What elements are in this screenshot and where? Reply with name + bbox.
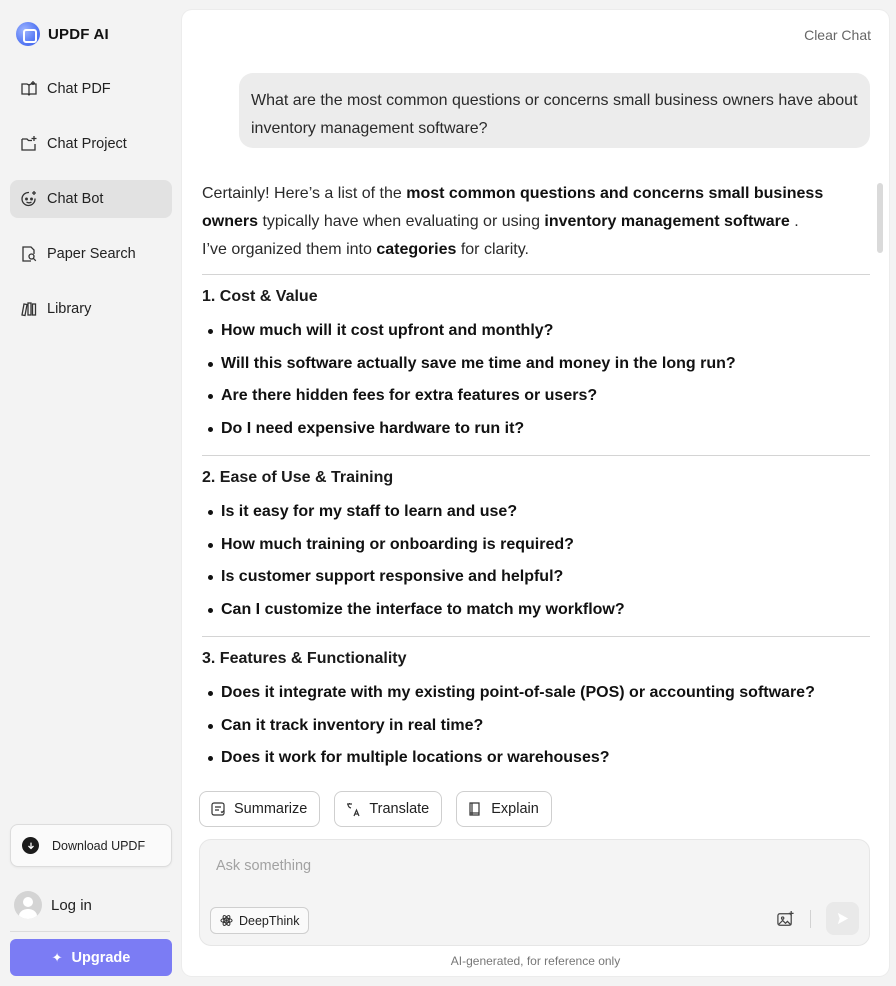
sidebar-item-paper-search[interactable]	[10, 235, 172, 273]
upgrade-button[interactable]	[10, 939, 172, 976]
section-divider	[202, 455, 870, 456]
send-icon	[835, 911, 850, 926]
image-upload-button[interactable]	[774, 908, 796, 930]
list-item: Does it work for multiple locations or warehouses?	[202, 742, 870, 775]
question-list	[202, 496, 870, 626]
composer-divider	[810, 910, 811, 928]
avatar	[14, 891, 42, 919]
scrollbar-thumb[interactable]	[877, 183, 883, 253]
quick-actions	[199, 791, 552, 827]
translate-button[interactable]	[334, 791, 442, 827]
sidebar-item-label: Chat Project	[47, 136, 127, 152]
deepthink-toggle[interactable]	[210, 907, 309, 934]
download-updf-button[interactable]	[10, 824, 172, 867]
list-item: Is customer support responsive and helpful?	[202, 561, 870, 594]
clear-chat-button[interactable]: Clear Chat	[804, 27, 871, 43]
brand-name: UPDF AI	[48, 25, 109, 43]
ai-disclaimer: AI-generated, for reference only	[450, 954, 621, 968]
translate-label: Translate	[369, 801, 430, 817]
bot-icon	[20, 190, 38, 208]
sidebar	[0, 0, 182, 986]
intro-text: typically have when evaluating or using	[258, 213, 545, 230]
intro-text: for clarity.	[456, 241, 529, 258]
sidebar-item-chat-project[interactable]	[10, 125, 172, 163]
login-button[interactable]	[14, 891, 92, 919]
list-item: Does it integrate with my existing point-of-sale (POS) or accounting software?	[202, 677, 870, 710]
sidebar-nav	[10, 70, 172, 345]
list-item: Do I need expensive hardware to run it?	[202, 413, 870, 446]
explain-book-icon	[467, 801, 483, 817]
folder-plus-icon	[20, 135, 38, 153]
intro-text: .	[789, 213, 799, 230]
summarize-icon	[210, 801, 226, 817]
section-divider	[202, 636, 870, 637]
intro-text: I’ve organized them into	[202, 241, 377, 258]
intro-bold: most common questions and concerns small business owners	[202, 185, 824, 230]
sidebar-item-library[interactable]	[10, 290, 172, 328]
list-item: How much will it cost upfront and monthly?	[202, 315, 870, 348]
document-search-icon	[20, 245, 38, 263]
chat-panel	[182, 10, 889, 976]
login-label: Log in	[51, 896, 92, 914]
explain-label: Explain	[491, 801, 539, 817]
book-icon	[20, 80, 38, 98]
deepthink-label: DeepThink	[239, 913, 300, 928]
user-message-bubble: What are the most common questions or concerns small business owners have about inventory management software?	[239, 73, 870, 148]
updf-logo-icon	[16, 22, 40, 46]
list-item: Can I customize the interface to match my workflow?	[202, 594, 870, 627]
list-item: How much training or onboarding is required?	[202, 529, 870, 562]
intro-text: Certainly! Here’s a list of the	[202, 185, 407, 202]
answer-intro	[202, 180, 870, 264]
library-icon	[20, 300, 38, 318]
summarize-label: Summarize	[234, 801, 308, 817]
question-list	[202, 677, 870, 775]
download-label: Download UPDF	[52, 838, 146, 853]
summarize-button[interactable]	[199, 791, 320, 827]
list-item: Are there hidden fees for extra features or users?	[202, 380, 870, 413]
section-title: 3. Features & Functionality	[202, 650, 407, 667]
ask-input[interactable]	[216, 854, 776, 878]
section-title: 2. Ease of Use & Training	[202, 469, 394, 486]
assistant-answer	[202, 180, 870, 775]
chat-composer	[199, 839, 870, 946]
sidebar-item-chat-bot[interactable]	[10, 180, 172, 218]
sidebar-item-label: Chat PDF	[47, 81, 111, 97]
section-title: 1. Cost & Value	[202, 288, 318, 305]
section-divider	[202, 274, 870, 275]
atom-icon	[220, 914, 233, 927]
list-item: Will this software actually save me time and money in the long run?	[202, 348, 870, 381]
question-list	[202, 315, 870, 445]
sidebar-item-label: Chat Bot	[47, 191, 104, 207]
image-plus-icon	[776, 910, 795, 929]
download-icon	[22, 837, 39, 854]
sidebar-divider	[10, 931, 170, 932]
list-item: Can it track inventory in real time?	[202, 710, 870, 743]
upgrade-label: Upgrade	[71, 949, 131, 966]
brand[interactable]	[16, 22, 109, 46]
translate-icon	[345, 801, 361, 817]
sidebar-item-label: Paper Search	[47, 246, 136, 262]
explain-button[interactable]	[456, 791, 552, 827]
sparkle-icon: ✦	[51, 949, 63, 965]
sidebar-item-label: Library	[47, 301, 92, 317]
sidebar-item-chat-pdf[interactable]	[10, 70, 172, 108]
intro-bold: categories	[376, 241, 457, 258]
list-item: Is it easy for my staff to learn and use?	[202, 496, 870, 529]
send-button[interactable]	[826, 902, 859, 935]
intro-bold: inventory management software	[544, 213, 790, 230]
